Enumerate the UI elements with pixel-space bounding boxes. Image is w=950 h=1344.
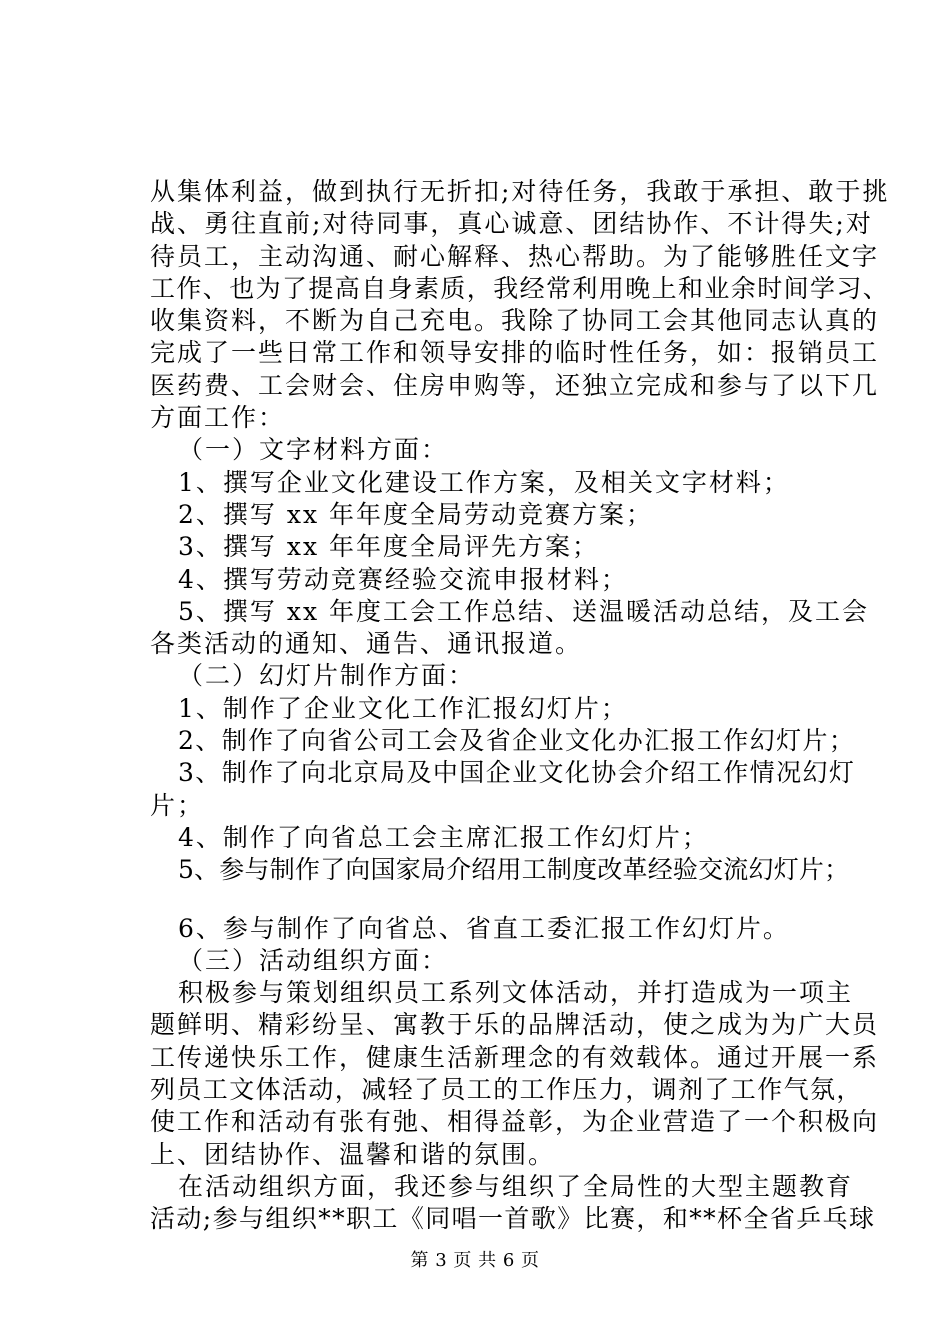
list-item: 6、参与制作了向省总、省直工委汇报工作幻灯片。 <box>178 913 790 943</box>
text-line: 从集体利益，做到执行无折扣;对待任务，我敢于承担、敢于挑 <box>150 177 890 206</box>
paragraph-line: 积极参与策划组织员工系列文体活动，并打造成为一项主 <box>178 978 854 1008</box>
section-heading: （二）幻灯片制作方面： <box>178 661 476 691</box>
section-heading: （一）文字材料方面： <box>178 435 449 465</box>
list-item: 4、制作了向省总工会主席汇报工作幻灯片； <box>178 822 709 852</box>
list-item: 2、制作了向省公司工会及省企业文化办汇报工作幻灯片； <box>178 726 856 756</box>
list-item: 5、撰写 xx 年度工会工作总结、送温暖活动总结，及工会 <box>178 596 869 626</box>
section-heading: （三）活动组织方面： <box>178 945 449 975</box>
blank-line <box>150 887 830 913</box>
list-item: 2、撰写 xx 年年度全局劳动竞赛方案； <box>178 499 653 529</box>
text-line: 待员工，主动沟通、耐心解释、热心帮助。为了能够胜任文字 <box>150 241 880 271</box>
text-line: 收集资料，不断为自己充电。我除了协同工会其他同志认真的 <box>150 306 880 336</box>
text-line: 战、勇往直前;对待同事，真心诚意、团结协作、不计得失;对 <box>150 209 873 239</box>
paragraph-line: 活动;参与组织**职工《同唱一首歌》比赛，和**杯全省乒乓球 <box>150 1204 876 1234</box>
list-item: 5、参与制作了向国家局介绍用工制度改革经验交流幻灯片； <box>178 855 850 885</box>
list-item: 1、撰写企业文化建设工作方案，及相关文字材料； <box>178 467 790 497</box>
paragraph-line: 上、团结协作、温馨和谐的氛围。 <box>150 1139 556 1169</box>
text-line: 完成了一些日常工作和领导安排的临时性任务，如：报销员工 <box>150 338 880 368</box>
list-item: 1、制作了企业文化工作汇报幻灯片； <box>178 693 628 723</box>
text-line: 医药费、工会财会、住房申购等，还独立完成和参与了以下几 <box>150 370 880 400</box>
paragraph-line: 在活动组织方面，我还参与组织了全局性的大型主题教育 <box>178 1171 854 1201</box>
page-footer: 第 3 页 共 6 页 <box>410 1250 540 1271</box>
text-line: 片； <box>150 790 205 820</box>
list-item: 4、撰写劳动竞赛经验交流申报材料； <box>178 564 628 594</box>
paragraph-line: 列员工文体活动，减轻了员工的工作压力，调剂了工作气氛， <box>150 1075 863 1105</box>
text-line: 各类活动的通知、通告、通讯报道。 <box>150 629 583 659</box>
paragraph-line: 使工作和活动有张有弛、相得益彰，为企业营造了一个积极向 <box>150 1107 880 1137</box>
list-item: 3、制作了向北京局及中国企业文化协会介绍工作情况幻灯 <box>178 758 856 788</box>
list-item: 3、撰写 xx 年年度全局评先方案； <box>178 532 599 562</box>
text-line: 工作、也为了提高自身素质，我经常利用晚上和业余时间学习、 <box>150 273 890 303</box>
body-text <box>150 176 890 1236</box>
paragraph-line: 工传递快乐工作，健康生活新理念的有效载体。通过开展一系 <box>150 1042 880 1072</box>
text-line: 方面工作： <box>150 403 286 433</box>
paragraph-line: 题鲜明、精彩纷呈、寓教于乐的品牌活动，使之成为为广大员 <box>150 1010 880 1040</box>
